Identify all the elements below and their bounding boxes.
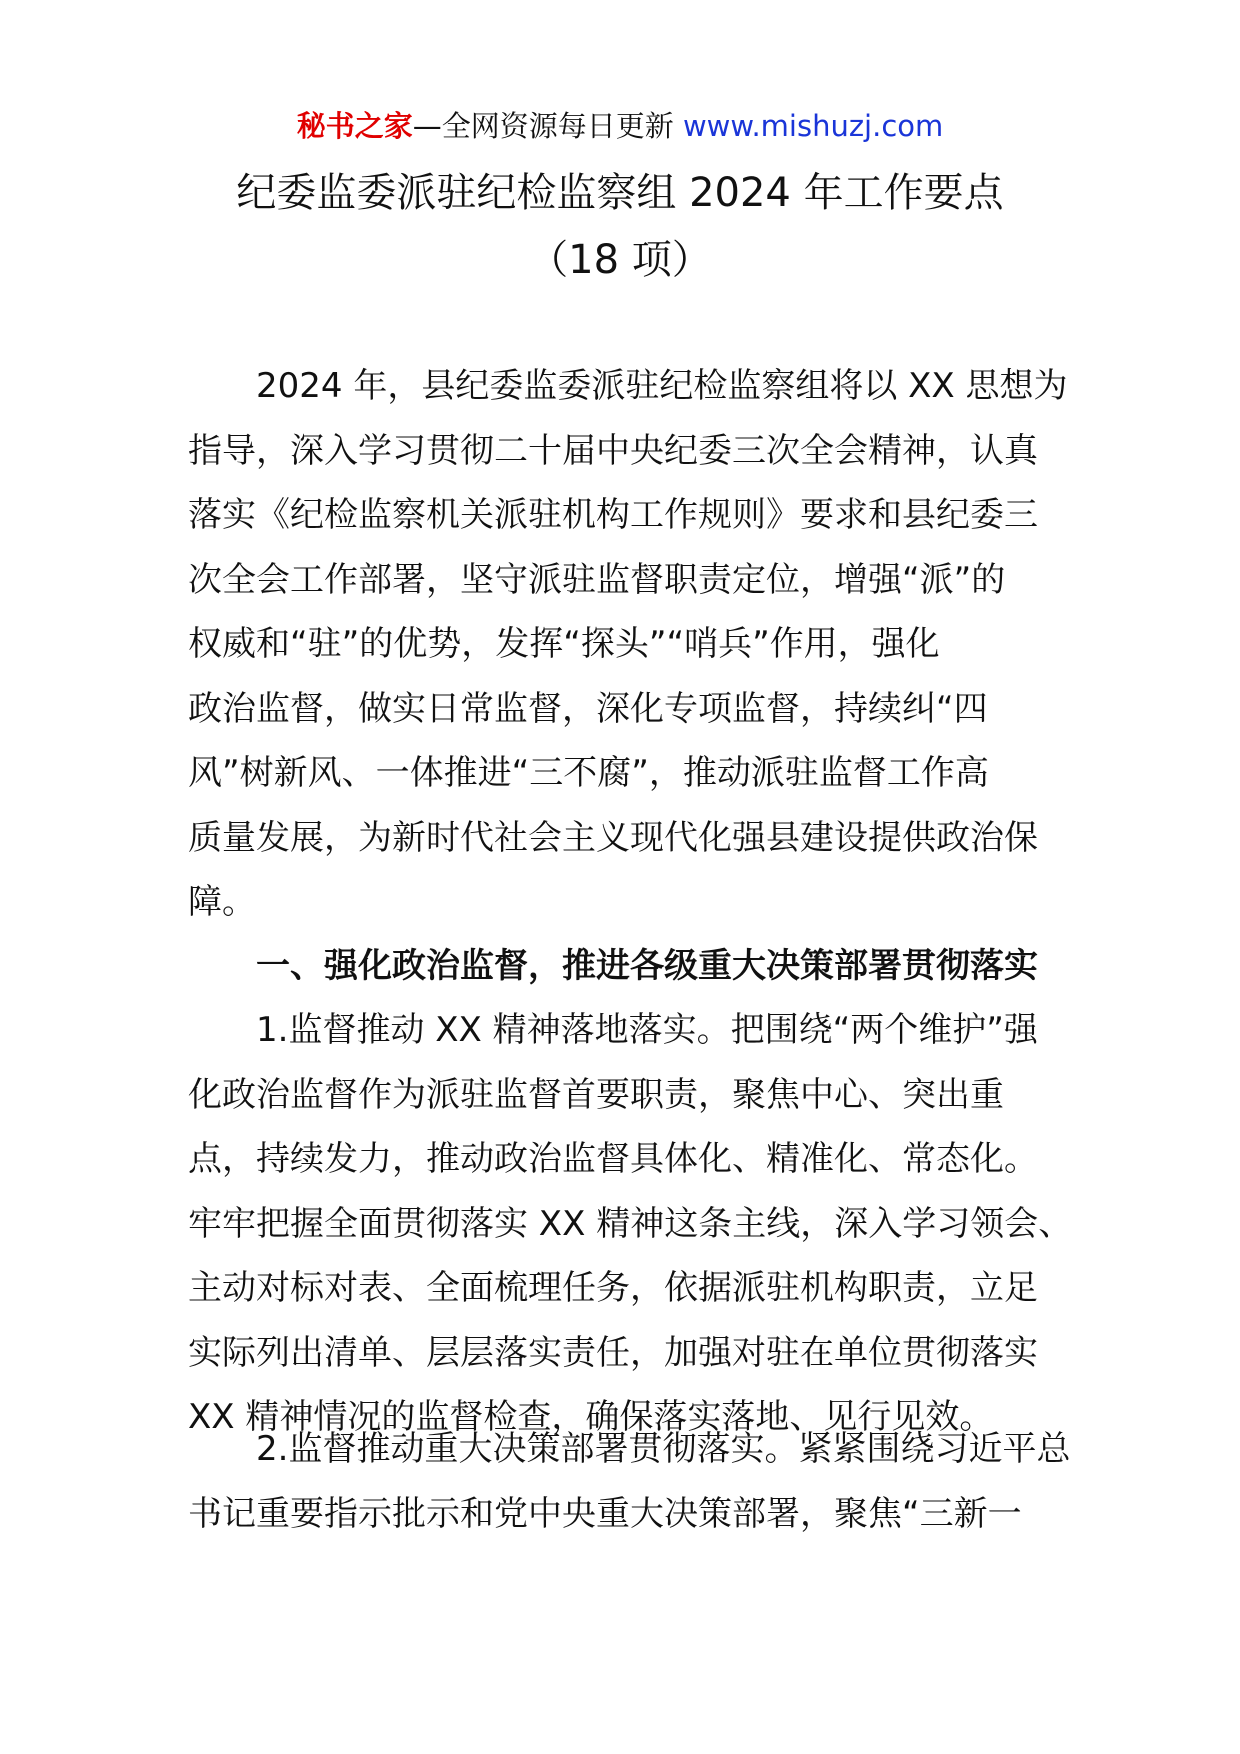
item-1-paragraph bbox=[188, 998, 1073, 1450]
text-line: 指导，深入学习贯彻二十届中央纪委三次全会精神，认真 bbox=[188, 430, 1038, 471]
text-line: 实际列出清单、层层落实责任，加强对驻在单位贯彻落实 bbox=[188, 1332, 1038, 1373]
text-line: 权威和“驻”的优势，发挥“探头”“哨兵”作用，强化 bbox=[188, 624, 940, 664]
section-heading-text: 一、强化政治监督，推进各级重大决策部署贯彻落实 bbox=[256, 946, 1038, 986]
brand-name: 秘书之家 bbox=[296, 109, 413, 143]
text-line: XX 精神情况的监督检查，确保落实落地、见行见效。 bbox=[188, 1397, 994, 1437]
document-subtitle: （18 项） bbox=[528, 237, 712, 283]
text-line: 次全会工作部署，坚守派驻监督职责定位，增强“派”的 bbox=[188, 559, 1006, 600]
site-header bbox=[0, 104, 1240, 148]
text-line: 化政治监督作为派驻监督首要职责，聚焦中心、突出重 bbox=[188, 1074, 1004, 1115]
text-line: 风”树新风、一体推进“三不腐”，推动派驻监督工作高 bbox=[188, 753, 989, 793]
text-line: 书记重要指示批示和党中央重大决策部署，聚焦“三新一 bbox=[188, 1493, 1022, 1534]
text-line: 落实《纪检监察机关派驻机构工作规则》要求和县纪委三 bbox=[188, 495, 1038, 535]
text-line: 主动对标对表、全面梳理任务，依据派驻机构职责，立足 bbox=[188, 1268, 1038, 1308]
site-url[interactable]: www.mishuzj.com bbox=[682, 109, 944, 143]
text-line: 点，持续发力，推动政治监督具体化、精准化、常态化。 bbox=[188, 1139, 1038, 1179]
text-line: 2.监督推动重大决策部署贯彻落实。紧紧围绕习近平总 bbox=[256, 1429, 1071, 1469]
text-line: 质量发展，为新时代社会主义现代化强县建设提供政治保 bbox=[188, 817, 1038, 858]
text-line: 牢牢把握全面贯彻落实 XX 精神这条主线，深入学习领会、 bbox=[188, 1203, 1073, 1244]
text-line: 障。 bbox=[188, 882, 256, 922]
document-title: 纪委监委派驻纪检监察组 2024 年工作要点 bbox=[236, 170, 1004, 216]
intro-paragraph bbox=[188, 354, 1068, 935]
section-heading bbox=[188, 934, 1068, 999]
text-line: 2024 年，县纪委监委派驻纪检监察组将以 XX 思想为 bbox=[256, 366, 1068, 406]
text-line: 1.监督推动 XX 精神落地落实。把围绕“两个维护”强 bbox=[256, 1010, 1038, 1050]
text-line: 政治监督，做实日常监督，深化专项监督，持续纠“四 bbox=[188, 688, 988, 729]
item-2-paragraph bbox=[188, 1417, 1071, 1546]
header-tagline: —全网资源每日更新 bbox=[412, 109, 683, 143]
